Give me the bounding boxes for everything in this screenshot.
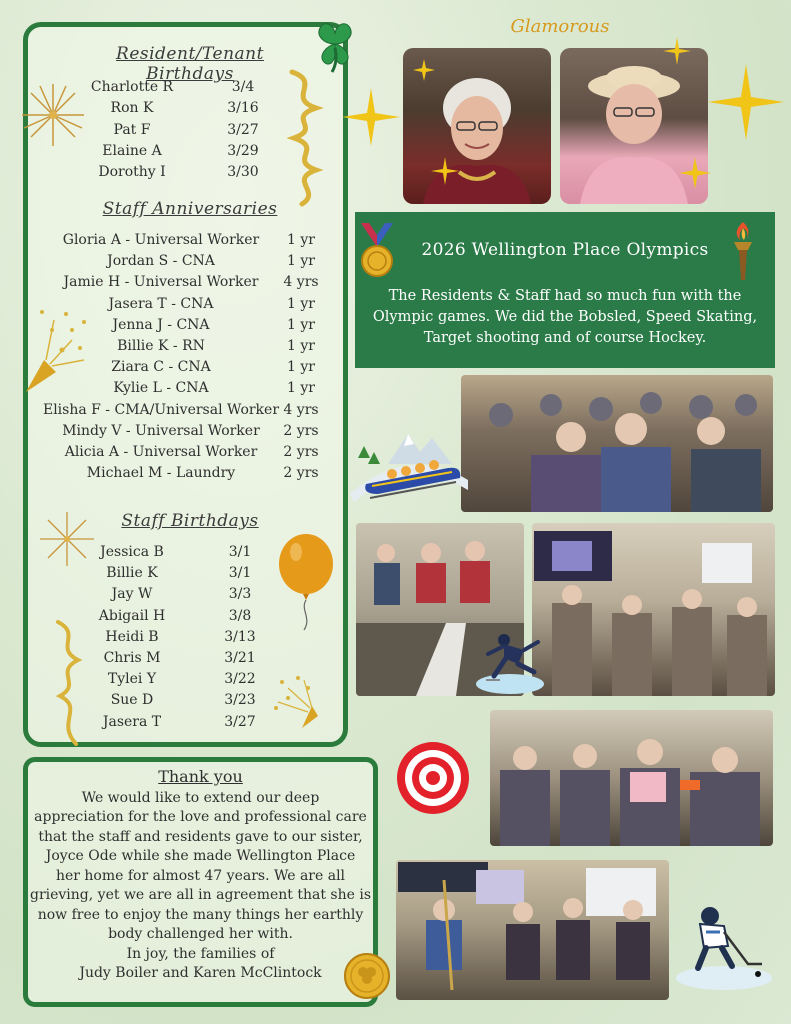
staff-anniversary-years: 2 yrs bbox=[283, 422, 319, 439]
gold-coin-icon bbox=[343, 952, 391, 1000]
confetti-icon bbox=[22, 300, 92, 395]
staff-birthday-name: Jay W bbox=[111, 586, 153, 603]
confetti-icon bbox=[268, 668, 322, 730]
staff-birthday-date: 3/8 bbox=[228, 607, 252, 624]
fireworks-icon bbox=[18, 80, 88, 150]
staff-anniversary-name: Gloria A - Universal Worker bbox=[62, 232, 260, 248]
resident-birthday-date: 3/27 bbox=[227, 121, 259, 138]
thank-you-line: We would like to extend our deep bbox=[81, 789, 320, 806]
staff-anniversary-name: Alicia A - Universal Worker bbox=[64, 444, 258, 460]
staff-anniversary-years: 1 yr bbox=[287, 338, 315, 354]
thank-you-line: Judy Boiler and Karen McClintock bbox=[79, 965, 322, 981]
staff-anniversary-name: Ziara C - CNA bbox=[111, 359, 211, 376]
thank-you-line: now free to enjoy the many things her earthly bbox=[37, 906, 364, 923]
thank-you-line: that the staff and residents gave to our sister, bbox=[38, 828, 363, 845]
staff-birthday-date: 3/13 bbox=[224, 628, 256, 645]
olympics-photo-hockey bbox=[396, 860, 669, 1000]
staff-birthday-date: 3/1 bbox=[228, 565, 252, 582]
thank-you-line: body challenged her with. bbox=[108, 926, 293, 942]
resident-birthday-name: Ron K bbox=[110, 100, 154, 117]
staff-birthday-date: 3/27 bbox=[224, 713, 256, 730]
staff-birthday-name: Tylei Y bbox=[107, 671, 157, 688]
thank-you-line: grieving, yet we are all in agreement that she is bbox=[29, 887, 372, 903]
resident-birthday-name: Elaine A bbox=[102, 142, 162, 159]
staff-anniversary-years: 4 yrs bbox=[283, 274, 319, 291]
star-icon bbox=[430, 156, 460, 186]
staff-anniversary-years: 2 yrs bbox=[283, 444, 319, 460]
torch-icon bbox=[728, 220, 758, 282]
thank-you-line: appreciation for the love and professional care bbox=[34, 809, 367, 825]
resident-birthday-name: Charlotte R bbox=[90, 79, 174, 95]
resident-birthday-name: Pat F bbox=[113, 121, 151, 138]
star-icon bbox=[662, 36, 692, 66]
bobsled-icon bbox=[348, 424, 472, 504]
streamer-icon bbox=[282, 68, 332, 208]
staff-birthday-name: Jessica B bbox=[100, 544, 164, 560]
thank-you-body bbox=[28, 789, 373, 984]
olympics-photo-target bbox=[490, 710, 773, 846]
staff-birthday-name: Billie K bbox=[106, 565, 158, 582]
staff-anniversary-name: Billie K - RN bbox=[117, 338, 205, 354]
staff-anniversaries-title: Staff Anniversaries bbox=[102, 199, 278, 219]
staff-birthday-name: Jasera T bbox=[102, 713, 162, 730]
staff-birthday-date: 3/22 bbox=[224, 671, 256, 688]
staff-birthday-date: 3/21 bbox=[224, 650, 256, 666]
hockey-player-icon bbox=[672, 902, 772, 992]
target-icon bbox=[396, 741, 470, 815]
resident-birthday-date: 3/30 bbox=[227, 164, 259, 181]
staff-anniversary-name: Elisha F - CMA/Universal Worker bbox=[42, 401, 280, 418]
staff-anniversary-name: Michael M - Laundry bbox=[86, 465, 236, 482]
thank-you-line: her home for almost 47 years. We are all bbox=[55, 867, 346, 884]
staff-birthday-name: Abigail H bbox=[98, 607, 166, 624]
speed-skater-icon bbox=[474, 624, 546, 696]
staff-birthday-date: 3/23 bbox=[224, 692, 256, 709]
staff-birthday-name: Chris M bbox=[103, 650, 161, 666]
olympics-photo-skating-2 bbox=[532, 523, 775, 696]
staff-birthdays-title: Staff Birthdays bbox=[121, 511, 259, 531]
thank-you-title: Thank you bbox=[158, 767, 243, 786]
staff-anniversary-name: Mindy V - Universal Worker bbox=[62, 422, 260, 439]
shamrock-icon bbox=[304, 14, 366, 76]
staff-anniversary-years: 4 yrs bbox=[283, 401, 319, 418]
glamorous-label: Glamorous bbox=[510, 16, 610, 37]
star-icon bbox=[706, 62, 786, 142]
staff-birthday-name: Heidi B bbox=[105, 628, 159, 645]
streamer-icon bbox=[50, 618, 90, 748]
balloon-icon bbox=[276, 532, 336, 632]
staff-anniversary-name: Jasera T - CNA bbox=[108, 295, 214, 312]
resident-birthday-date: 3/4 bbox=[231, 79, 255, 95]
staff-anniversary-years: 1 yr bbox=[287, 253, 315, 270]
resident-birthday-name: Dorothy I bbox=[98, 164, 166, 181]
fireworks-icon bbox=[38, 510, 96, 568]
staff-anniversary-name: Jenna J - CNA bbox=[112, 316, 210, 333]
staff-birthday-date: 3/3 bbox=[228, 586, 252, 603]
olympics-description: The Residents & Staff had so much fun with the Olympic games. We did the Bobsled, Speed Skating, Target shooting and of course Hockey. bbox=[372, 288, 758, 346]
staff-birthday-name: Sue D bbox=[110, 692, 154, 709]
olympics-photo-bobsled bbox=[461, 375, 773, 512]
staff-anniversary-years: 1 yr bbox=[287, 359, 315, 376]
thank-you-line: Joyce Ode while she made Wellington Place bbox=[45, 848, 356, 864]
staff-anniversary-name: Kylie L - CNA bbox=[113, 380, 209, 397]
staff-anniversary-name: Jordan S - CNA bbox=[107, 253, 215, 270]
resident-birthdays-title: Resident/Tenant Birthdays bbox=[116, 44, 264, 84]
thank-you-line: In joy, the families of bbox=[126, 945, 275, 962]
olympics-title: 2026 Wellington Place Olympics bbox=[421, 240, 709, 260]
medal-icon bbox=[357, 221, 397, 281]
star-icon bbox=[340, 86, 402, 148]
resident-birthday-date: 3/16 bbox=[227, 100, 259, 117]
olympics-banner bbox=[355, 212, 775, 368]
staff-anniversary-years: 2 yrs bbox=[283, 465, 319, 482]
staff-anniversary-name: Jamie H - Universal Worker bbox=[63, 274, 259, 291]
staff-anniversary-years: 1 yr bbox=[287, 295, 315, 312]
star-icon bbox=[678, 156, 712, 190]
staff-anniversary-years: 1 yr bbox=[287, 316, 315, 333]
staff-anniversary-years: 1 yr bbox=[287, 232, 315, 248]
thank-you-note bbox=[23, 757, 378, 1007]
staff-birthday-date: 3/1 bbox=[228, 544, 252, 560]
resident-birthday-date: 3/29 bbox=[227, 142, 259, 159]
star-icon bbox=[412, 58, 436, 82]
staff-anniversary-years: 1 yr bbox=[287, 380, 315, 397]
